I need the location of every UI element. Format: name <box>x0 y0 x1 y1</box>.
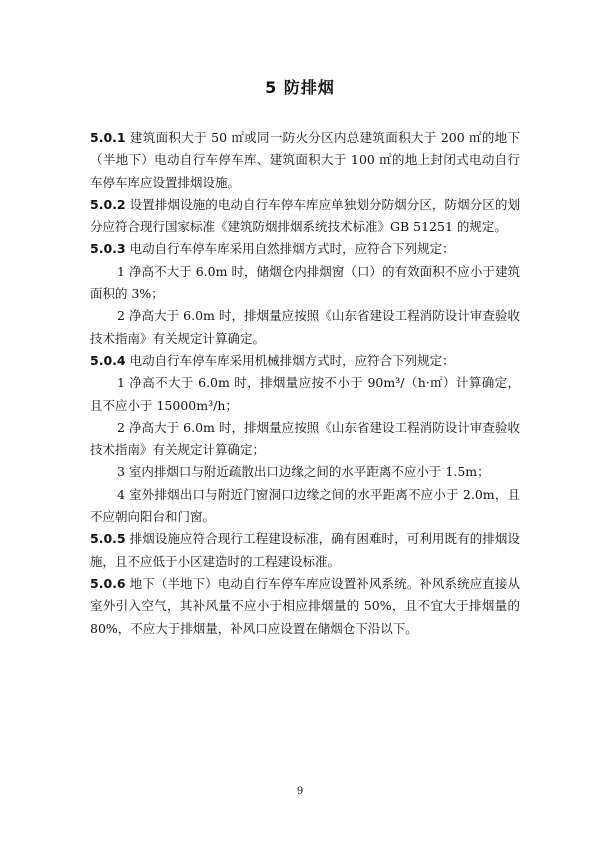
clause-5-0-4-item-3: 3 室内排烟口与附近疏散出口边缘之间的水平距离不应小于 1.5m； <box>117 464 490 480</box>
clause-text: 建筑面积大于 50 ㎡或同一防火分区内总建筑面积大于 200 ㎡的地下（半地下）电动自行车停车库、建筑面积大于 100 ㎡的地上封闭式电动自行车停车库应设置排烟设施。 <box>90 130 520 190</box>
clause-text: 设置排烟设施的电动自行车停车库应单独划分防烟分区，防烟分区的划分应符合现行国家标准《建筑防烟排烟系统技术标准》GB 51251 的规定。 <box>90 196 520 235</box>
clause-5-0-4 <box>90 350 520 372</box>
clause-5-0-6 <box>90 573 520 640</box>
page-number: 9 <box>296 786 304 797</box>
clause-number: 5.0.3 <box>90 241 126 257</box>
section-body <box>90 127 520 640</box>
clause-number: 5.0.4 <box>90 352 126 368</box>
clause-5-0-4-item-4: 4 室外排烟出口与附近门窗洞口边缘之间的水平距离不应小于 2.0m，且不应朝向阳台和门窗。 <box>90 486 520 525</box>
clause-5-0-4-item-1: 1 净高不大于 6.0m 时，排烟量应按不小于 90m³/（h·㎡）计算确定，且不应小于 15000m³/h； <box>90 375 520 413</box>
clause-text: 电动自行车停车库采用机械排烟方式时，应符合下列规定： <box>125 352 455 368</box>
clause-number: 5.0.6 <box>90 575 126 591</box>
clause-5-0-3-item-2: 2 净高大于 6.0m 时，排烟量应按照《山东省建设工程消防设计审查验收技术指南》有关规定计算确定。 <box>90 308 520 346</box>
clause-text: 排烟设施应符合现行工程建设标准，确有困难时，可利用既有的排烟设施，且不应低于小区建造时的工程建设标准。 <box>90 531 520 569</box>
clause-number: 5.0.1 <box>90 130 126 145</box>
section-title: 5 防排烟 <box>265 78 335 97</box>
clause-number: 5.0.5 <box>90 531 126 547</box>
clause-5-0-4-item-2: 2 净高大于 6.0m 时，排烟量应按照《山东省建设工程消防设计审查验收技术指南》有关规定计算确定； <box>90 419 520 458</box>
clause-5-0-2 <box>90 194 520 239</box>
clause-text: 地下（半地下）电动自行车停车库应设置补风系统。补风系统应直接从室外引入空气，其补风量不应小于相应排烟量的 50%，且不宜大于排烟量的 80%，不应大于排烟量，补风口应设置在储烟仓下沿以下。 <box>90 575 520 636</box>
clause-5-0-5 <box>90 528 520 573</box>
clause-number: 5.0.2 <box>90 196 126 212</box>
clause-5-0-1 <box>90 127 520 194</box>
clause-text: 电动自行车停车库采用自然排烟方式时，应符合下列规定： <box>125 241 455 257</box>
clause-5-0-3-item-1: 1 净高不大于 6.0m 时，储烟仓内排烟窗（口）的有效面积不应小于建筑面积的 3%； <box>90 263 520 302</box>
clause-5-0-3 <box>90 238 520 260</box>
